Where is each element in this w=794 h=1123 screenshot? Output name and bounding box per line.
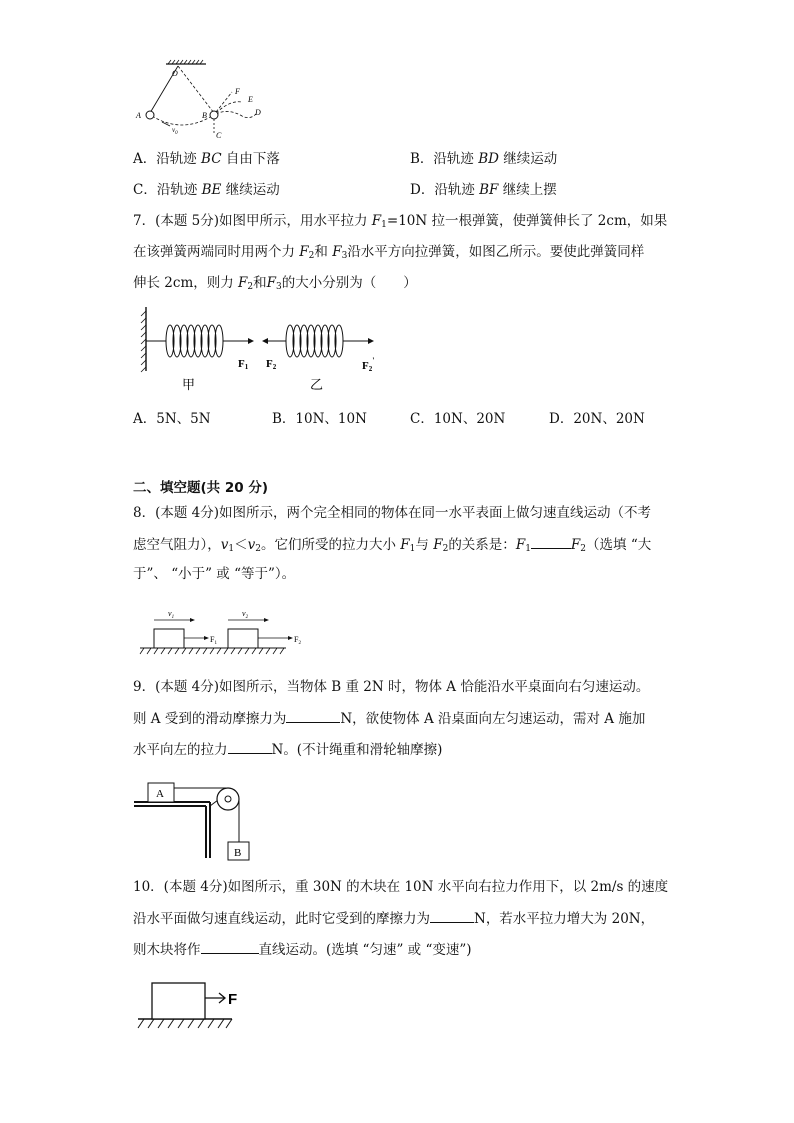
- q8-answer-blank[interactable]: [531, 534, 571, 549]
- q10-answer-blank-1[interactable]: [430, 908, 474, 923]
- pulley-figure: [130, 780, 260, 864]
- label-a: A: [136, 111, 141, 120]
- q9-answer-blank-1[interactable]: [286, 708, 340, 723]
- q10-line-2: 沿水平面做匀速直线运动，此时它受到的摩擦力为 N，若水平拉力增大为 20N，: [133, 908, 654, 929]
- label-f2: F2: [266, 358, 277, 371]
- ball-a: [146, 111, 154, 119]
- q6-option-c: C．沿轨迹 BE 继续运动: [133, 182, 280, 198]
- label-f: F: [235, 87, 240, 96]
- label-f1: F1: [238, 358, 249, 371]
- label-jia: 甲: [182, 378, 196, 393]
- q7-option-c: C．10N、20N: [410, 411, 506, 427]
- block-force-figure: [136, 978, 256, 1034]
- label-f2: $F_2$: [294, 635, 301, 646]
- spring-figure: [136, 305, 386, 395]
- label-v1: $v_1$: [168, 609, 175, 620]
- q7-line-2: 在该弹簧两端同时用两个力 $F_2$和 $F_3$沿水平方向拉弹簧，如图乙所示。要使此弹簧同样: [133, 244, 645, 261]
- two-blocks-figure: [138, 607, 308, 659]
- q7-option-a: A．5N、5N: [133, 411, 211, 427]
- q7-line-3: 伸长 2cm，则力 $F_2$和$F_3$的大小分别为（ ）: [133, 275, 417, 292]
- q6-option-b: B．沿轨迹 BD 继续运动: [410, 151, 558, 167]
- q8-line-1: 8．(本题 4分)如图所示，两个完全相同的物体在同一水平表面上做匀速直线运动（不考: [133, 505, 652, 521]
- wood-block: [152, 983, 205, 1019]
- q7-option-d: D．20N、20N: [549, 411, 645, 427]
- ball-b: [210, 111, 218, 119]
- block-2: [228, 629, 258, 648]
- q10-answer-blank-2[interactable]: [201, 939, 259, 954]
- label-f1: $F_1$: [210, 635, 217, 646]
- q8-line-3: 于”、 “小于” 或 “等于”）。: [133, 566, 296, 582]
- q7-line-1: 7．(本题 5分)如图甲所示，用水平拉力 $F_1=10N$ 拉一根弹簧，使弹簧伸长了 2cm，如果: [133, 213, 668, 230]
- label-b: B: [234, 847, 242, 859]
- q6-option-a: A．沿轨迹 BC 自由下落: [133, 151, 280, 167]
- q7-option-b: B．10N、10N: [272, 411, 367, 427]
- q9-line-1: 9．(本题 4分)如图所示，当物体 B 重 2N 时，物体 A 恰能沿水平桌面向右匀速运动。: [133, 679, 650, 695]
- label-e: E: [248, 95, 253, 104]
- q10-line-1: 10．(本题 4分)如图所示，重 30N 的木块在 10N 水平向右拉力作用下，以 2m/s 的速度: [133, 879, 669, 895]
- label-c: C: [216, 131, 222, 140]
- label-b: B: [202, 111, 207, 120]
- block-1: [154, 629, 184, 648]
- q9-line-2: 则 A 受到的滑动摩擦力为 N，欲使物体 A 沿桌面向左匀速运动，需对 A 施加: [133, 708, 645, 729]
- label-v0: $v_0$: [172, 126, 178, 136]
- spring-left: [166, 325, 223, 357]
- spring-right: [286, 325, 343, 357]
- label-d: D: [255, 108, 261, 117]
- label-v2: $v_2$: [242, 609, 249, 620]
- section-title-fill-in: 二、填空题(共 20 分): [133, 480, 269, 496]
- q8-line-2: 虑空气阻力），$v_1<v_2$。它们所受的拉力大小 $F_1$与 $F_2$的关系是：$F_1$ $F_2$（选填 “大: [133, 534, 651, 555]
- label-a: A: [156, 788, 164, 800]
- q6-option-d: D．沿轨迹 BF 继续上摆: [410, 182, 557, 198]
- pendulum-figure: [132, 58, 272, 144]
- q9-line-3: 水平向左的拉力 N。(不计绳重和滑轮轴摩擦): [133, 739, 442, 760]
- label-o: O: [172, 69, 178, 78]
- label-f: F: [228, 991, 238, 1008]
- q9-answer-blank-2[interactable]: [228, 739, 272, 754]
- label-f3: F2': [362, 356, 375, 373]
- label-yi: 乙: [310, 378, 324, 393]
- q10-line-3: 则木块将作 直线运动。(选填 “匀速” 或 “变速”): [133, 939, 472, 960]
